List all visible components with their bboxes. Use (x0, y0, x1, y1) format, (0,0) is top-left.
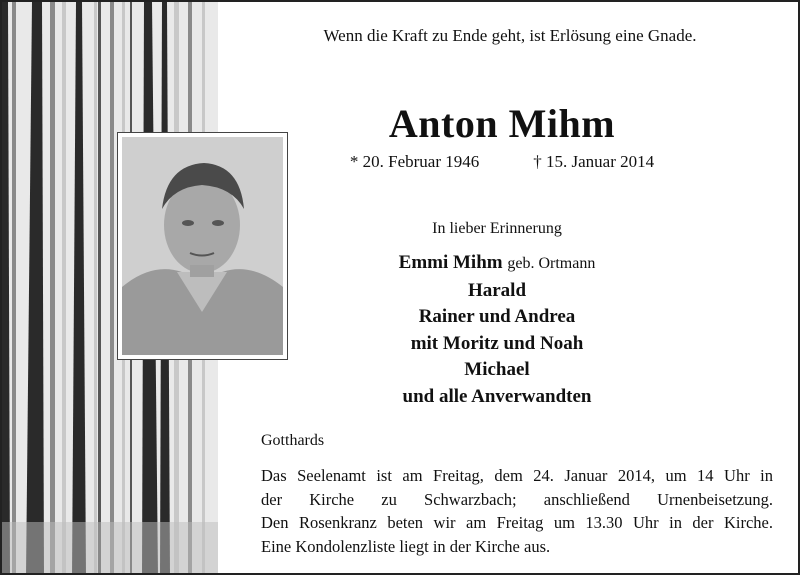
motto-text: Wenn die Kraft zu Ende geht, ist Erlösung eine Gnade. (323, 26, 697, 45)
deceased-name: Anton Mihm (388, 101, 616, 146)
death-date: † 15. Januar 2014 (533, 152, 655, 171)
place-name: Gotthards (261, 432, 325, 449)
memory-line: In lieber Erinnerung (432, 220, 562, 237)
mourner-line: Rainer und Andrea (418, 306, 576, 327)
birth-date: * 20. Februar 1946 (349, 152, 480, 171)
life-dates (302, 152, 702, 172)
mourner-line: Michael (464, 359, 530, 380)
portrait-photo (122, 137, 283, 355)
details-line: Den Rosenkranz beten wir am Freitag um 13.30 Uhr in der Kirche. (261, 513, 773, 532)
mourner-line: Harald (467, 279, 527, 301)
details-line: Eine Kondolenzliste liegt in der Kirche aus. (261, 536, 551, 556)
mourner-line: und alle Anverwandten (402, 385, 592, 407)
mourner-first-name: Emmi Mihm (398, 252, 503, 273)
mourner-first-note: geb. Ortmann (507, 255, 596, 272)
mourners-list (302, 250, 692, 410)
details-line: Das Seelenamt ist am Freitag, dem 24. Januar 2014, um 14 Uhr in (261, 466, 773, 485)
portrait-frame (117, 132, 288, 360)
details-line: der Kirche zu Schwarzbach; anschließend Urnenbeisetzung. (261, 489, 773, 509)
service-details (261, 464, 773, 558)
mourner-line: mit Moritz und Noah (410, 332, 584, 354)
mourner-first (302, 250, 692, 278)
